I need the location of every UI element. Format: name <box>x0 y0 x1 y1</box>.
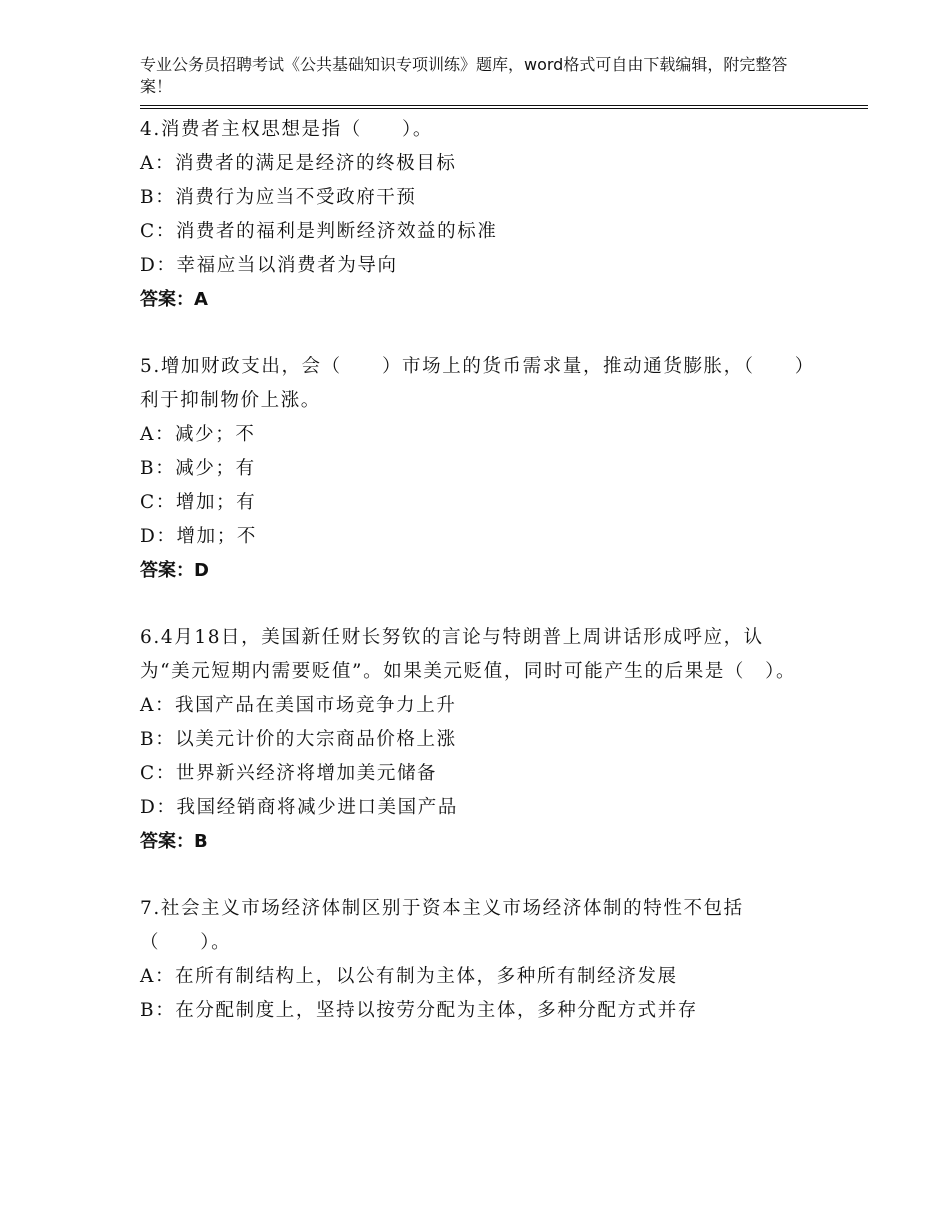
option-d: D：增加；不 <box>140 526 257 547</box>
document-page <box>140 54 868 1061</box>
answer-label: 答案：A <box>140 289 208 310</box>
question-5 <box>140 350 868 588</box>
question-stem: 4.消费者主权思想是指（ ）。 <box>140 119 434 140</box>
option-a: A：减少；不 <box>140 424 256 445</box>
question-stem: 7.社会主义市场经济体制区别于资本主义市场经济体制的特性不包括（ ）。 <box>140 898 744 953</box>
question-4 <box>140 113 868 317</box>
option-d: D：我国经销商将减少进口美国产品 <box>140 797 458 818</box>
option-b: B：在分配制度上，坚持以按劳分配为主体，多种分配方式并存 <box>140 1000 698 1021</box>
option-c: C：消费者的福利是判断经济效益的标准 <box>140 221 498 242</box>
question-list <box>140 113 868 1028</box>
question-stem: 5.增加财政支出，会（ ）市场上的货币需求量，推动通货膨胀，（ ）利于抑制物价上涨。 <box>140 356 806 411</box>
question-7 <box>140 892 868 1028</box>
answer-label: 答案：D <box>140 560 209 581</box>
answer-label: 答案：B <box>140 831 208 852</box>
header-divider <box>140 105 868 109</box>
option-b: B：以美元计价的大宗商品价格上涨 <box>140 729 457 750</box>
option-b: B：减少；有 <box>140 458 256 479</box>
option-b: B：消费行为应当不受政府干预 <box>140 187 417 208</box>
question-6 <box>140 621 868 859</box>
option-a: A：我国产品在美国市场竞争力上升 <box>140 695 457 716</box>
option-a: A：消费者的满足是经济的终极目标 <box>140 153 457 174</box>
document-header: 专业公务员招聘考试《公共基础知识专项训练》题库，word格式可自由下载编辑，附完整答案！ <box>140 55 788 96</box>
option-c: C：世界新兴经济将增加美元储备 <box>140 763 438 784</box>
question-stem: 6.4月18日，美国新任财长努钦的言论与特朗普上周讲话形成呼应，认为“美元短期内需要贬值”。如果美元贬值，同时可能产生的后果是（ ）。 <box>140 627 797 682</box>
option-d: D：幸福应当以消费者为导向 <box>140 255 398 276</box>
option-a: A：在所有制结构上，以公有制为主体，多种所有制经济发展 <box>140 966 678 987</box>
option-c: C：增加；有 <box>140 492 257 513</box>
